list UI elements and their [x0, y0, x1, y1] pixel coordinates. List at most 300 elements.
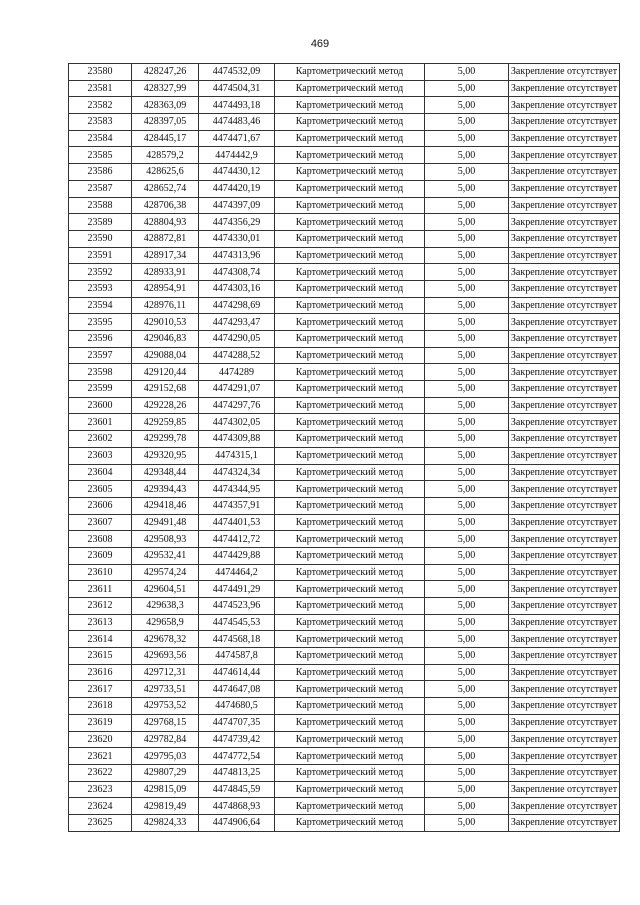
table-row	[69, 547, 620, 564]
accuracy-cell: 5,00	[425, 798, 509, 815]
x-coordinate-cell: 429693,56	[132, 648, 199, 665]
point-number-cell: 23614	[69, 631, 132, 648]
y-coordinate-cell: 4474587,8	[199, 648, 275, 665]
method-cell: Картометрический метод	[275, 648, 425, 665]
x-coordinate-cell: 429299,78	[132, 431, 199, 448]
y-coordinate-cell: 4474344,95	[199, 481, 275, 498]
method-cell: Картометрический метод	[275, 714, 425, 731]
accuracy-cell: 5,00	[425, 664, 509, 681]
table-row	[69, 564, 620, 581]
y-coordinate-cell: 4474680,5	[199, 698, 275, 715]
method-cell: Картометрический метод	[275, 631, 425, 648]
fixing-cell: Закрепление отсутствует	[509, 714, 620, 731]
x-coordinate-cell: 429815,09	[132, 781, 199, 798]
point-number-cell: 23604	[69, 464, 132, 481]
method-cell: Картометрический метод	[275, 798, 425, 815]
y-coordinate-cell: 4474290,05	[199, 331, 275, 348]
x-coordinate-cell: 429046,83	[132, 331, 199, 348]
table-row	[69, 397, 620, 414]
table-row	[69, 314, 620, 331]
accuracy-cell: 5,00	[425, 481, 509, 498]
point-number-cell: 23619	[69, 714, 132, 731]
fixing-cell: Закрепление отсутствует	[509, 331, 620, 348]
method-cell: Картометрический метод	[275, 547, 425, 564]
y-coordinate-cell: 4474483,46	[199, 114, 275, 131]
x-coordinate-cell: 428625,6	[132, 164, 199, 181]
accuracy-cell: 5,00	[425, 364, 509, 381]
method-cell: Картометрический метод	[275, 764, 425, 781]
method-cell: Картометрический метод	[275, 247, 425, 264]
accuracy-cell: 5,00	[425, 264, 509, 281]
accuracy-cell: 5,00	[425, 197, 509, 214]
method-cell: Картометрический метод	[275, 814, 425, 831]
x-coordinate-cell: 429418,46	[132, 497, 199, 514]
x-coordinate-cell: 429491,48	[132, 514, 199, 531]
point-number-cell: 23609	[69, 547, 132, 564]
accuracy-cell: 5,00	[425, 147, 509, 164]
fixing-cell: Закрепление отсутствует	[509, 414, 620, 431]
fixing-cell: Закрепление отсутствует	[509, 431, 620, 448]
table-row	[69, 614, 620, 631]
x-coordinate-cell: 428327,99	[132, 80, 199, 97]
method-cell: Картометрический метод	[275, 381, 425, 398]
x-coordinate-cell: 429807,29	[132, 764, 199, 781]
y-coordinate-cell: 4474545,53	[199, 614, 275, 631]
point-number-cell: 23607	[69, 514, 132, 531]
y-coordinate-cell: 4474302,05	[199, 414, 275, 431]
x-coordinate-cell: 429120,44	[132, 364, 199, 381]
fixing-cell: Закрепление отсутствует	[509, 481, 620, 498]
x-coordinate-cell: 429658,9	[132, 614, 199, 631]
method-cell: Картометрический метод	[275, 698, 425, 715]
accuracy-cell: 5,00	[425, 247, 509, 264]
table-row	[69, 481, 620, 498]
point-number-cell: 23601	[69, 414, 132, 431]
y-coordinate-cell: 4474614,44	[199, 664, 275, 681]
point-number-cell: 23613	[69, 614, 132, 631]
fixing-cell: Закрепление отсутствует	[509, 814, 620, 831]
fixing-cell: Закрепление отсутствует	[509, 297, 620, 314]
point-number-cell: 23597	[69, 347, 132, 364]
method-cell: Картометрический метод	[275, 364, 425, 381]
point-number-cell: 23620	[69, 731, 132, 748]
method-cell: Картометрический метод	[275, 431, 425, 448]
y-coordinate-cell: 4474303,16	[199, 280, 275, 297]
accuracy-cell: 5,00	[425, 314, 509, 331]
method-cell: Картометрический метод	[275, 230, 425, 247]
x-coordinate-cell: 429348,44	[132, 464, 199, 481]
fixing-cell: Закрепление отсутствует	[509, 197, 620, 214]
y-coordinate-cell: 4474291,07	[199, 381, 275, 398]
method-cell: Картометрический метод	[275, 731, 425, 748]
x-coordinate-cell: 428445,17	[132, 130, 199, 147]
x-coordinate-cell: 428579,2	[132, 147, 199, 164]
accuracy-cell: 5,00	[425, 714, 509, 731]
y-coordinate-cell: 4474289	[199, 364, 275, 381]
table-row	[69, 431, 620, 448]
point-number-cell: 23589	[69, 214, 132, 231]
method-cell: Картометрический метод	[275, 614, 425, 631]
fixing-cell: Закрепление отсутствует	[509, 214, 620, 231]
fixing-cell: Закрепление отсутствует	[509, 681, 620, 698]
coordinates-table	[68, 63, 620, 832]
fixing-cell: Закрепление отсутствует	[509, 314, 620, 331]
y-coordinate-cell: 4474430,12	[199, 164, 275, 181]
x-coordinate-cell: 429824,33	[132, 814, 199, 831]
table-row	[69, 714, 620, 731]
fixing-cell: Закрепление отсутствует	[509, 514, 620, 531]
y-coordinate-cell: 4474868,93	[199, 798, 275, 815]
point-number-cell: 23593	[69, 280, 132, 297]
accuracy-cell: 5,00	[425, 598, 509, 615]
method-cell: Картометрический метод	[275, 414, 425, 431]
table-row	[69, 798, 620, 815]
fixing-cell: Закрепление отсутствует	[509, 130, 620, 147]
fixing-cell: Закрепление отсутствует	[509, 264, 620, 281]
y-coordinate-cell: 4474523,96	[199, 598, 275, 615]
x-coordinate-cell: 428976,11	[132, 297, 199, 314]
accuracy-cell: 5,00	[425, 397, 509, 414]
y-coordinate-cell: 4474493,18	[199, 97, 275, 114]
point-number-cell: 23625	[69, 814, 132, 831]
fixing-cell: Закрепление отсутствует	[509, 631, 620, 648]
accuracy-cell: 5,00	[425, 297, 509, 314]
x-coordinate-cell: 428247,26	[132, 64, 199, 81]
table-row	[69, 581, 620, 598]
fixing-cell: Закрепление отсутствует	[509, 547, 620, 564]
point-number-cell: 23623	[69, 781, 132, 798]
accuracy-cell: 5,00	[425, 130, 509, 147]
accuracy-cell: 5,00	[425, 614, 509, 631]
table-row	[69, 531, 620, 548]
table-row	[69, 414, 620, 431]
page-number: 469	[310, 38, 330, 50]
table-row	[69, 264, 620, 281]
y-coordinate-cell: 4474397,09	[199, 197, 275, 214]
x-coordinate-cell: 428652,74	[132, 180, 199, 197]
y-coordinate-cell: 4474491,29	[199, 581, 275, 598]
x-coordinate-cell: 428917,34	[132, 247, 199, 264]
method-cell: Картометрический метод	[275, 164, 425, 181]
x-coordinate-cell: 429638,3	[132, 598, 199, 615]
table-row	[69, 197, 620, 214]
table-row	[69, 764, 620, 781]
accuracy-cell: 5,00	[425, 764, 509, 781]
method-cell: Картометрический метод	[275, 297, 425, 314]
method-cell: Картометрический метод	[275, 681, 425, 698]
table-row	[69, 598, 620, 615]
point-number-cell: 23622	[69, 764, 132, 781]
accuracy-cell: 5,00	[425, 381, 509, 398]
fixing-cell: Закрепление отсутствует	[509, 698, 620, 715]
table-row	[69, 814, 620, 831]
table-row	[69, 130, 620, 147]
accuracy-cell: 5,00	[425, 531, 509, 548]
x-coordinate-cell: 428397,05	[132, 114, 199, 131]
method-cell: Картометрический метод	[275, 180, 425, 197]
fixing-cell: Закрепление отсутствует	[509, 64, 620, 81]
point-number-cell: 23600	[69, 397, 132, 414]
method-cell: Картометрический метод	[275, 447, 425, 464]
fixing-cell: Закрепление отсутствует	[509, 347, 620, 364]
method-cell: Картометрический метод	[275, 531, 425, 548]
accuracy-cell: 5,00	[425, 564, 509, 581]
method-cell: Картометрический метод	[275, 397, 425, 414]
y-coordinate-cell: 4474401,53	[199, 514, 275, 531]
x-coordinate-cell: 429152,68	[132, 381, 199, 398]
fixing-cell: Закрепление отсутствует	[509, 80, 620, 97]
method-cell: Картометрический метод	[275, 64, 425, 81]
x-coordinate-cell: 429532,41	[132, 547, 199, 564]
point-number-cell: 23582	[69, 97, 132, 114]
point-number-cell: 23608	[69, 531, 132, 548]
point-number-cell: 23624	[69, 798, 132, 815]
x-coordinate-cell: 429010,53	[132, 314, 199, 331]
point-number-cell: 23584	[69, 130, 132, 147]
method-cell: Картометрический метод	[275, 497, 425, 514]
method-cell: Картометрический метод	[275, 481, 425, 498]
x-coordinate-cell: 429733,51	[132, 681, 199, 698]
accuracy-cell: 5,00	[425, 347, 509, 364]
method-cell: Картометрический метод	[275, 147, 425, 164]
y-coordinate-cell: 4474420,19	[199, 180, 275, 197]
y-coordinate-cell: 4474412,72	[199, 531, 275, 548]
fixing-cell: Закрепление отсутствует	[509, 531, 620, 548]
fixing-cell: Закрепление отсутствует	[509, 648, 620, 665]
point-number-cell: 23583	[69, 114, 132, 131]
point-number-cell: 23591	[69, 247, 132, 264]
table-row	[69, 664, 620, 681]
x-coordinate-cell: 429753,52	[132, 698, 199, 715]
table-row	[69, 347, 620, 364]
x-coordinate-cell: 429508,93	[132, 531, 199, 548]
accuracy-cell: 5,00	[425, 180, 509, 197]
y-coordinate-cell: 4474504,31	[199, 80, 275, 97]
point-number-cell: 23590	[69, 230, 132, 247]
point-number-cell: 23606	[69, 497, 132, 514]
point-number-cell: 23617	[69, 681, 132, 698]
table-row	[69, 230, 620, 247]
fixing-cell: Закрепление отсутствует	[509, 731, 620, 748]
table-body	[69, 64, 620, 832]
accuracy-cell: 5,00	[425, 464, 509, 481]
method-cell: Картометрический метод	[275, 280, 425, 297]
fixing-cell: Закрепление отсутствует	[509, 781, 620, 798]
table-row	[69, 297, 620, 314]
accuracy-cell: 5,00	[425, 80, 509, 97]
x-coordinate-cell: 428933,91	[132, 264, 199, 281]
method-cell: Картометрический метод	[275, 80, 425, 97]
method-cell: Картометрический метод	[275, 347, 425, 364]
accuracy-cell: 5,00	[425, 781, 509, 798]
accuracy-cell: 5,00	[425, 514, 509, 531]
y-coordinate-cell: 4474471,67	[199, 130, 275, 147]
x-coordinate-cell: 428363,09	[132, 97, 199, 114]
fixing-cell: Закрепление отсутствует	[509, 497, 620, 514]
y-coordinate-cell: 4474739,42	[199, 731, 275, 748]
accuracy-cell: 5,00	[425, 64, 509, 81]
accuracy-cell: 5,00	[425, 214, 509, 231]
y-coordinate-cell: 4474772,54	[199, 748, 275, 765]
accuracy-cell: 5,00	[425, 497, 509, 514]
x-coordinate-cell: 429712,31	[132, 664, 199, 681]
table-row	[69, 114, 620, 131]
y-coordinate-cell: 4474356,29	[199, 214, 275, 231]
table-row	[69, 464, 620, 481]
y-coordinate-cell: 4474309,88	[199, 431, 275, 448]
fixing-cell: Закрепление отсутствует	[509, 664, 620, 681]
x-coordinate-cell: 428872,81	[132, 230, 199, 247]
table-row	[69, 97, 620, 114]
x-coordinate-cell: 429768,15	[132, 714, 199, 731]
fixing-cell: Закрепление отсутствует	[509, 581, 620, 598]
x-coordinate-cell: 428954,91	[132, 280, 199, 297]
table-row	[69, 648, 620, 665]
point-number-cell: 23605	[69, 481, 132, 498]
y-coordinate-cell: 4474298,69	[199, 297, 275, 314]
x-coordinate-cell: 429320,95	[132, 447, 199, 464]
point-number-cell: 23586	[69, 164, 132, 181]
table-row	[69, 447, 620, 464]
x-coordinate-cell: 429604,51	[132, 581, 199, 598]
table-row	[69, 164, 620, 181]
y-coordinate-cell: 4474813,25	[199, 764, 275, 781]
fixing-cell: Закрепление отсутствует	[509, 464, 620, 481]
table-row	[69, 147, 620, 164]
method-cell: Картометрический метод	[275, 214, 425, 231]
method-cell: Картометрический метод	[275, 464, 425, 481]
table-row	[69, 247, 620, 264]
x-coordinate-cell: 429259,85	[132, 414, 199, 431]
y-coordinate-cell: 4474429,88	[199, 547, 275, 564]
accuracy-cell: 5,00	[425, 731, 509, 748]
fixing-cell: Закрепление отсутствует	[509, 447, 620, 464]
x-coordinate-cell: 429819,49	[132, 798, 199, 815]
x-coordinate-cell: 429088,04	[132, 347, 199, 364]
method-cell: Картометрический метод	[275, 331, 425, 348]
table-row	[69, 364, 620, 381]
y-coordinate-cell: 4474297,76	[199, 397, 275, 414]
table-row	[69, 681, 620, 698]
method-cell: Картометрический метод	[275, 130, 425, 147]
y-coordinate-cell: 4474568,18	[199, 631, 275, 648]
table-row	[69, 381, 620, 398]
y-coordinate-cell: 4474845,59	[199, 781, 275, 798]
table-row	[69, 514, 620, 531]
y-coordinate-cell: 4474308,74	[199, 264, 275, 281]
accuracy-cell: 5,00	[425, 748, 509, 765]
fixing-cell: Закрепление отсутствует	[509, 247, 620, 264]
method-cell: Картометрический метод	[275, 581, 425, 598]
table-row	[69, 280, 620, 297]
point-number-cell: 23588	[69, 197, 132, 214]
x-coordinate-cell: 429782,84	[132, 731, 199, 748]
point-number-cell: 23612	[69, 598, 132, 615]
method-cell: Картометрический метод	[275, 781, 425, 798]
accuracy-cell: 5,00	[425, 581, 509, 598]
method-cell: Картометрический метод	[275, 664, 425, 681]
point-number-cell: 23616	[69, 664, 132, 681]
fixing-cell: Закрепление отсутствует	[509, 147, 620, 164]
point-number-cell: 23621	[69, 748, 132, 765]
table-row	[69, 731, 620, 748]
accuracy-cell: 5,00	[425, 414, 509, 431]
point-number-cell: 23592	[69, 264, 132, 281]
method-cell: Картометрический метод	[275, 564, 425, 581]
fixing-cell: Закрепление отсутствует	[509, 397, 620, 414]
x-coordinate-cell: 429228,26	[132, 397, 199, 414]
table-row	[69, 214, 620, 231]
y-coordinate-cell: 4474330,01	[199, 230, 275, 247]
fixing-cell: Закрепление отсутствует	[509, 381, 620, 398]
fixing-cell: Закрепление отсутствует	[509, 97, 620, 114]
fixing-cell: Закрепление отсутствует	[509, 564, 620, 581]
method-cell: Картометрический метод	[275, 114, 425, 131]
table-row	[69, 180, 620, 197]
fixing-cell: Закрепление отсутствует	[509, 280, 620, 297]
x-coordinate-cell: 428804,93	[132, 214, 199, 231]
point-number-cell: 23610	[69, 564, 132, 581]
point-number-cell: 23594	[69, 297, 132, 314]
y-coordinate-cell: 4474532,09	[199, 64, 275, 81]
y-coordinate-cell: 4474906,64	[199, 814, 275, 831]
y-coordinate-cell: 4474647,08	[199, 681, 275, 698]
point-number-cell: 23615	[69, 648, 132, 665]
x-coordinate-cell: 429394,43	[132, 481, 199, 498]
point-number-cell: 23587	[69, 180, 132, 197]
table-row	[69, 497, 620, 514]
x-coordinate-cell: 429678,32	[132, 631, 199, 648]
accuracy-cell: 5,00	[425, 164, 509, 181]
fixing-cell: Закрепление отсутствует	[509, 764, 620, 781]
table-row	[69, 748, 620, 765]
y-coordinate-cell: 4474315,1	[199, 447, 275, 464]
table-row	[69, 631, 620, 648]
table-row	[69, 80, 620, 97]
point-number-cell: 23618	[69, 698, 132, 715]
point-number-cell: 23581	[69, 80, 132, 97]
accuracy-cell: 5,00	[425, 331, 509, 348]
accuracy-cell: 5,00	[425, 631, 509, 648]
y-coordinate-cell: 4474464,2	[199, 564, 275, 581]
fixing-cell: Закрепление отсутствует	[509, 164, 620, 181]
point-number-cell: 23599	[69, 381, 132, 398]
point-number-cell: 23598	[69, 364, 132, 381]
accuracy-cell: 5,00	[425, 681, 509, 698]
fixing-cell: Закрепление отсутствует	[509, 230, 620, 247]
method-cell: Картометрический метод	[275, 598, 425, 615]
fixing-cell: Закрепление отсутствует	[509, 180, 620, 197]
accuracy-cell: 5,00	[425, 698, 509, 715]
y-coordinate-cell: 4474293,47	[199, 314, 275, 331]
y-coordinate-cell: 4474324,34	[199, 464, 275, 481]
accuracy-cell: 5,00	[425, 280, 509, 297]
point-number-cell: 23596	[69, 331, 132, 348]
fixing-cell: Закрепление отсутствует	[509, 798, 620, 815]
method-cell: Картометрический метод	[275, 748, 425, 765]
point-number-cell: 23595	[69, 314, 132, 331]
accuracy-cell: 5,00	[425, 114, 509, 131]
x-coordinate-cell: 429795,03	[132, 748, 199, 765]
method-cell: Картометрический метод	[275, 97, 425, 114]
method-cell: Картометрический метод	[275, 514, 425, 531]
fixing-cell: Закрепление отсутствует	[509, 614, 620, 631]
x-coordinate-cell: 429574,24	[132, 564, 199, 581]
y-coordinate-cell: 4474288,52	[199, 347, 275, 364]
table-row	[69, 781, 620, 798]
method-cell: Картометрический метод	[275, 197, 425, 214]
accuracy-cell: 5,00	[425, 230, 509, 247]
